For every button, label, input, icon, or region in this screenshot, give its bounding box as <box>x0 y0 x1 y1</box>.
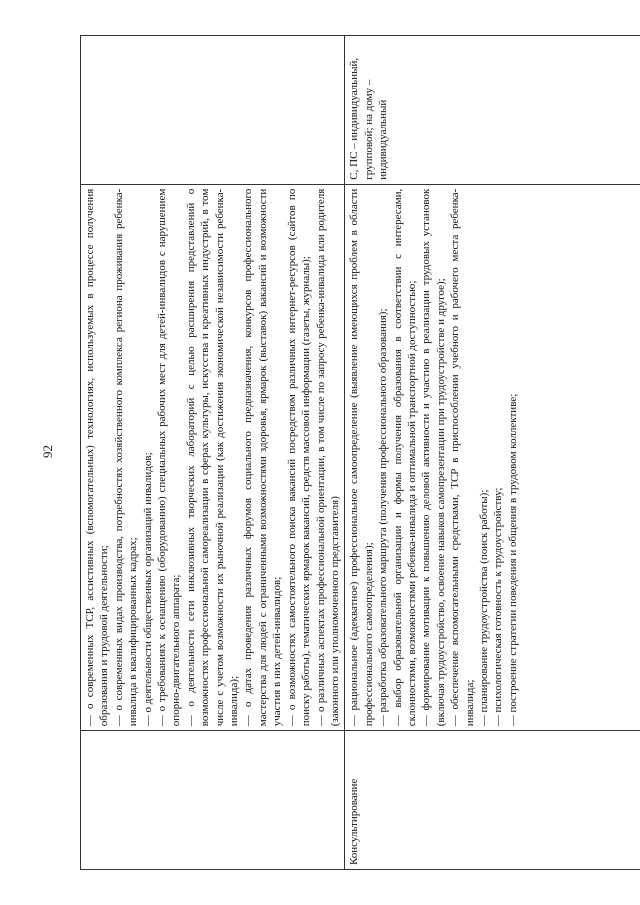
list-item: — рациональное (адекватное) профессиональное самоопределение (выявление имеющихся проблем в области профессионального самоопределения); <box>348 188 375 727</box>
list-item: — о возможностях самостоятельного поиска вакансий посредством различных интернет-ресурсов (сайтов по поиску работы), тематических ярмарок вакансий, средств массовой информации (газеты, журналы); <box>285 188 313 727</box>
services-table <box>80 35 640 870</box>
list-item: — о деятельности сети инклюзивных творческих лабораторий с целью расширения представлений о возможностях профессиональной самореализации в сферах культуры, искусства и креативных индустрий, в том числе с учетом возможности их рыночной реализации (как достижения экономической независимости ребенка-инвалида); <box>184 188 241 727</box>
row1-content-cell <box>81 184 345 731</box>
row1-note-cell <box>81 36 345 185</box>
table-row <box>81 36 345 870</box>
row2-label-cell: Консультирование <box>345 731 640 870</box>
list-item: — о требованиях к оснащению (оборудованию) специальных рабочих мест для детей-инвалидов с нарушением опорно-двигательного аппарата; <box>156 188 183 727</box>
row2-note-cell: С, ПС – индивидуальный, групповой; на дому – индивидуальный <box>345 36 640 185</box>
row2-content-cell <box>345 184 640 731</box>
list-item: — формирование мотивации к повышению деловой активности и участию в реализации трудовых установок (включая трудоустройство, освоение навыков самопрезентации при трудоустройстве и другое); <box>420 188 447 727</box>
list-item: — планирование трудоустройства (поиск работы); <box>477 489 490 727</box>
list-item: — обеспечение вспомогательными средствами, ТСР в приспособлении учебного и рабочего места ребенка-инвалида; <box>449 188 476 727</box>
page-number: 92 <box>40 445 55 458</box>
list-item: — о современных ТСР, ассистивных (вспомогательных) технологиях, используемых в процессе получения образования и трудовой деятельности; <box>84 188 111 727</box>
list-item: — выбор образовательной организации и формы получения образования в соответствии с интересами, склонностями, возможностями ребенка-инвалида и оптимальной транспортной доступностью; <box>391 188 418 727</box>
list-item: — построение стратегии поведения и общения в трудовом коллективе; <box>506 393 519 727</box>
list-item: — о различных аспектах профессиональной ориентации, в том числе по запросу ребенка-инвалида или родителя (законного или уполномоченного представителя) <box>314 188 341 727</box>
list-item: — разработка образовательного маршрута (получения профессионального образования); <box>377 308 390 727</box>
list-item: — о деятельности общественных организаций инвалидов; <box>141 452 154 727</box>
table-row <box>345 36 640 870</box>
list-item: — психологическая готовность к трудоустройству; <box>492 487 505 727</box>
rotated-page-content <box>80 35 565 870</box>
list-item: — о современных видах производства, потребностях хозяйственного комплекса региона проживания ребенка-инвалида в квалифицированных кадрах; <box>112 188 140 727</box>
row1-label-cell <box>81 731 345 870</box>
list-item: — о датах проведения различных форумов социального предназначения, конкурсов профессионального мастерства для людей с ограниченными возможностями здоровья, ярмарок (выставок) вакансий и возможности участия в них детей-инвалидов; <box>242 188 284 727</box>
